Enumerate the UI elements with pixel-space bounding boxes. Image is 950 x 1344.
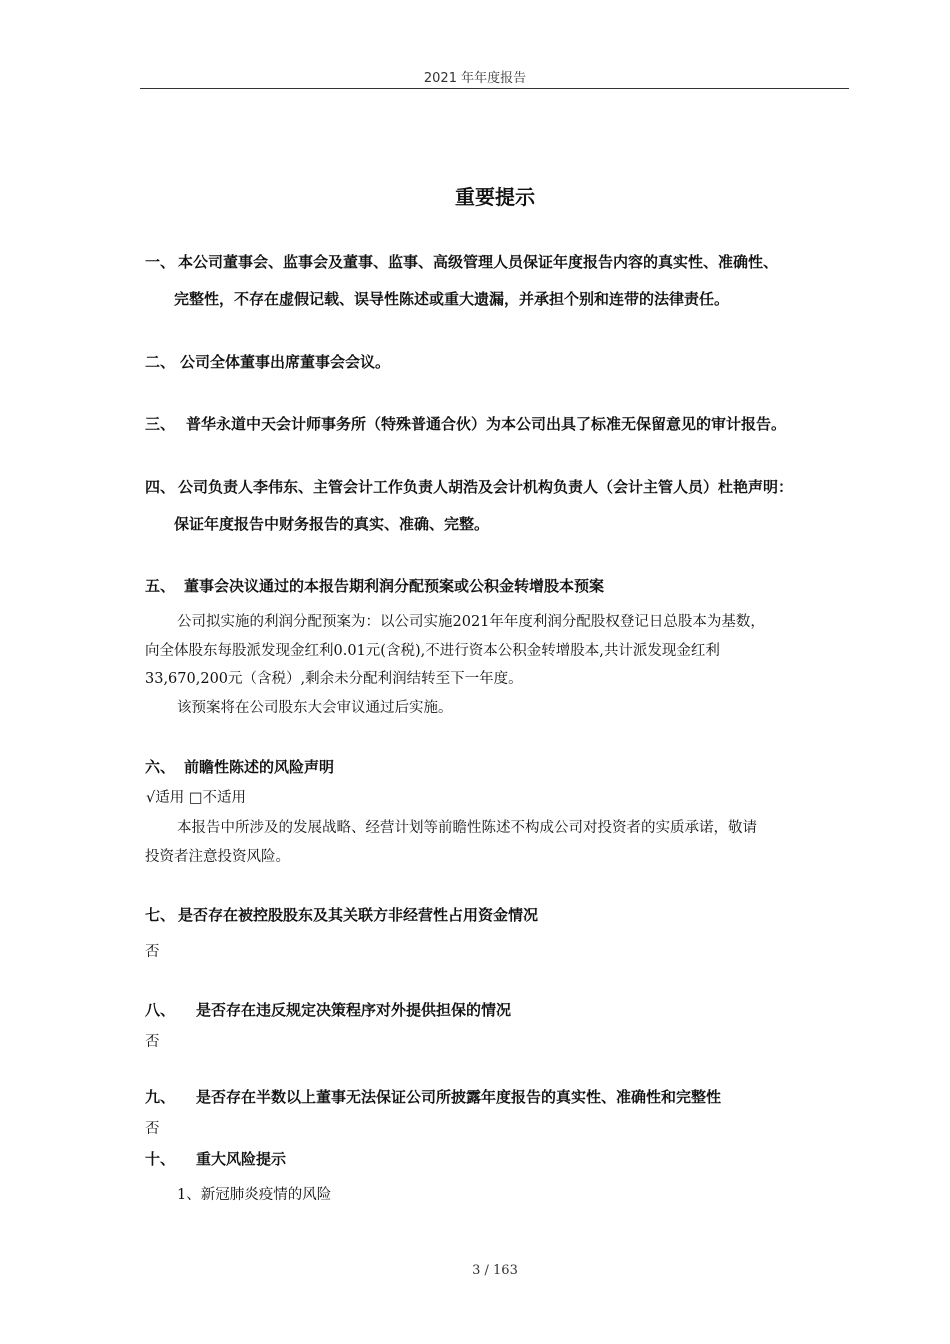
section-9-answer: 否: [145, 1121, 160, 1137]
section-6-paragraph-2: 投资者注意投资风险。: [145, 849, 290, 865]
section-4-number: 四、: [145, 478, 176, 496]
section-5-paragraph-2: 向全体股东每股派发现金红利0.01元(含税),不进行资本公积金转增股本,共计派发现金红利: [145, 643, 720, 659]
section-8-heading: 是否存在违反规定决策程序对外提供担保的情况: [196, 1001, 512, 1019]
section-8-number: 八、: [145, 1001, 176, 1019]
section-7-heading: 是否存在被控股股东及其关联方非经营性占用资金情况: [178, 906, 539, 924]
report-header: 2021 年年度报告: [423, 71, 527, 86]
section-1-line-2: 完整性，不存在虚假记载、误导性陈述或重大遗漏，并承担个别和连带的法律责任。: [174, 290, 730, 308]
section-4-line-1: 公司负责人李伟东、主管会计工作负责人胡浩及会计机构负责人（会计主管人员）杜艳声明：: [178, 478, 794, 496]
page-number: 3 / 163: [472, 1263, 518, 1278]
section-5-number: 五、: [145, 577, 176, 595]
section-2-number: 二、: [145, 353, 176, 371]
section-6-number: 六、: [145, 758, 176, 776]
applicability-options: √适用 □不适用: [146, 790, 247, 806]
section-8-answer: 否: [145, 1034, 160, 1050]
section-1-number: 一、: [145, 253, 176, 271]
section-7-number: 七、: [145, 906, 176, 924]
section-6-paragraph-1: 本报告中所涉及的发展战略、经营计划等前瞻性陈述不构成公司对投资者的实质承诺，敬请: [177, 820, 757, 836]
section-3-number: 三、: [145, 415, 176, 433]
section-7-answer: 否: [145, 944, 160, 960]
header-divider: [140, 88, 849, 89]
section-1-line-1: 本公司董事会、监事会及董事、监事、高级管理人员保证年度报告内容的真实性、准确性、: [178, 253, 779, 271]
section-10-item-1: 1、新冠肺炎疫情的风险: [177, 1187, 332, 1203]
section-9-number: 九、: [145, 1088, 176, 1106]
section-5-paragraph-4: 该预案将在公司股东大会审议通过后实施。: [177, 700, 453, 716]
section-5-heading: 董事会决议通过的本报告期利润分配预案或公积金转增股本预案: [184, 577, 605, 595]
section-3-line-1: 普华永道中天会计师事务所（特殊普通合伙）为本公司出具了标准无保留意见的审计报告。: [186, 415, 787, 433]
page-title: 重要提示: [455, 185, 535, 209]
section-2-line-1: 公司全体董事出席董事会会议。: [180, 353, 391, 371]
section-6-heading: 前瞻性陈述的风险声明: [184, 758, 335, 776]
section-9-heading: 是否存在半数以上董事无法保证公司所披露年度报告的真实性、准确性和完整性: [196, 1088, 722, 1106]
section-10-number: 十、: [145, 1150, 176, 1168]
section-5-paragraph-1: 公司拟实施的利润分配预案为：以公司实施2021年年度利润分配股权登记日总股本为基数，: [177, 614, 765, 630]
section-10-heading: 重大风险提示: [196, 1150, 287, 1168]
section-5-paragraph-3: 33,670,200元（含税）,剩余未分配利润结转至下一年度。: [145, 671, 523, 687]
section-4-line-2: 保证年度报告中财务报告的真实、准确、完整。: [174, 515, 490, 533]
